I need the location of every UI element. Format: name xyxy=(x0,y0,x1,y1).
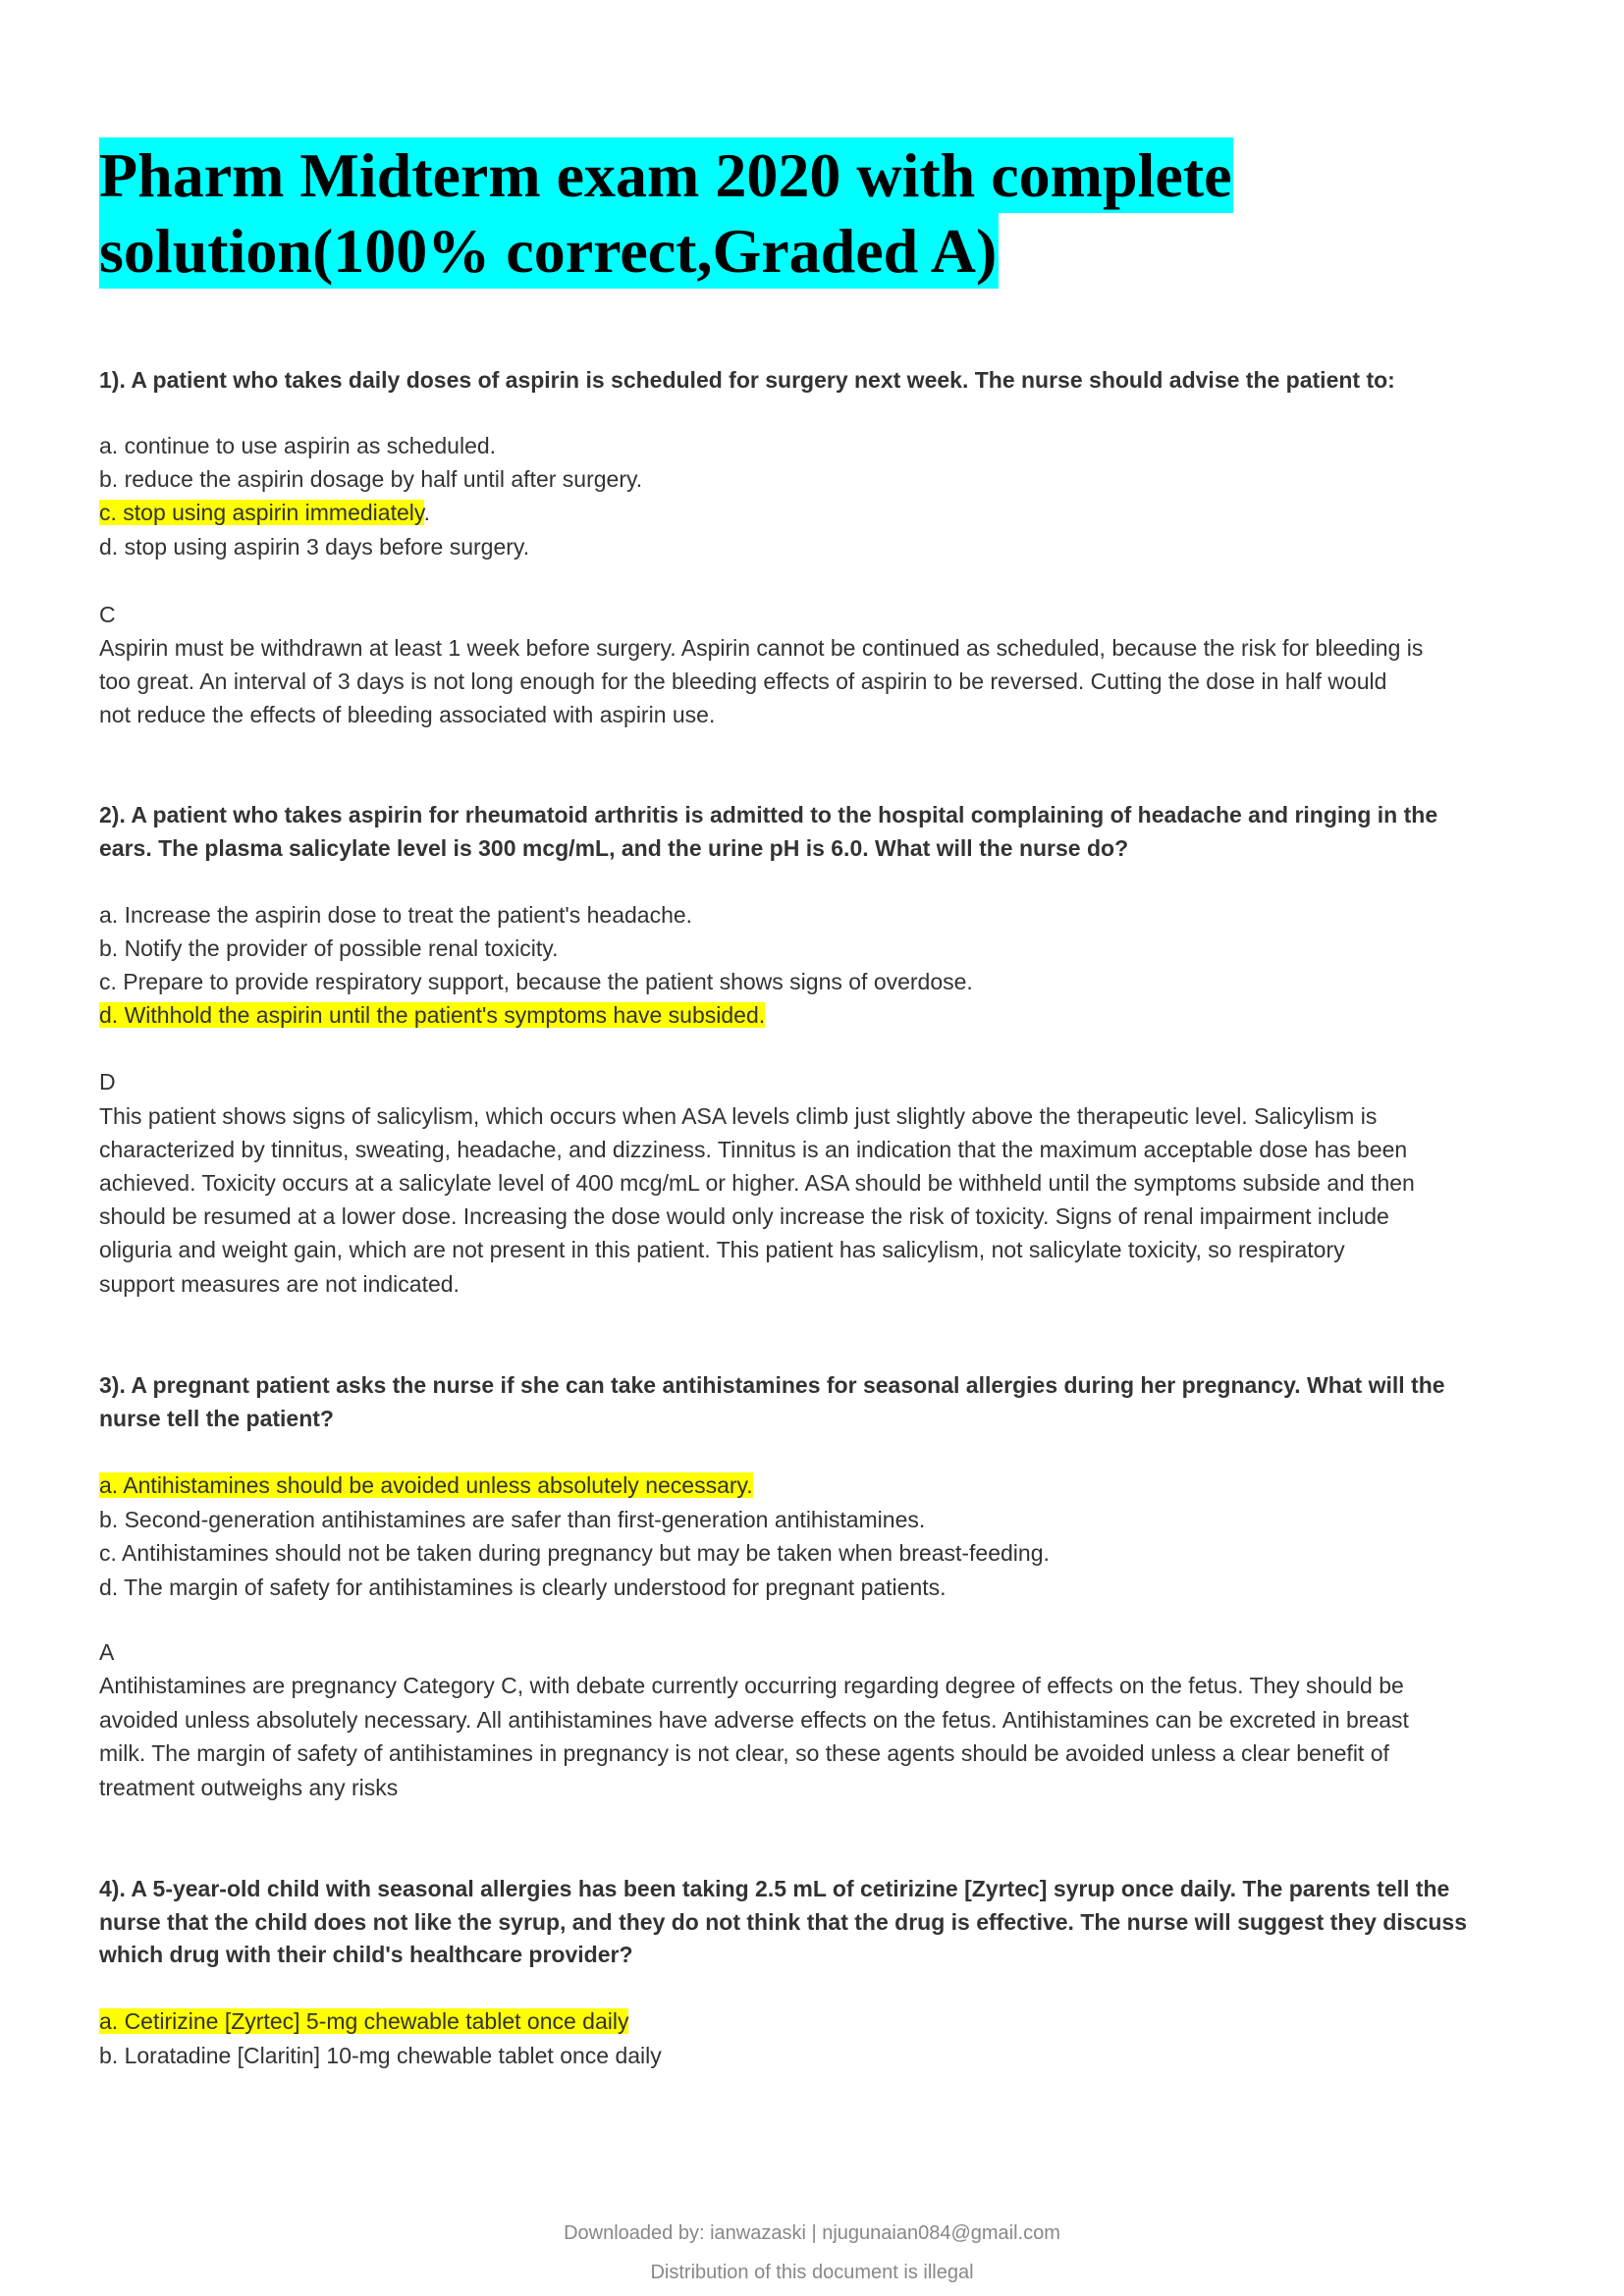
download-notice: Downloaded by: ianwazaski | njugunaian084@gmail.com xyxy=(564,2222,1060,2244)
q1-option-c xyxy=(99,496,430,529)
q4-option-a xyxy=(99,2004,628,2038)
q4-option-b: b. Loratadine [Claritin] 10-mg chewable tablet once daily xyxy=(99,2043,662,2068)
q2-option-c: c. Prepare to provide respiratory support, because the patient shows signs of overdose. xyxy=(99,969,973,994)
question-2: 2). A patient who takes aspirin for rheumatoid arthritis is admitted to the hospital complaining of headache and ringing in the xyxy=(99,802,1438,828)
document-title xyxy=(99,137,1233,289)
q2-option-d xyxy=(99,998,765,1032)
q2-answer: D xyxy=(99,1069,116,1095)
title-line-1: Pharm Midterm exam 2020 with complete xyxy=(99,137,1233,213)
q1-option-b: b. reduce the aspirin dosage by half until after surgery. xyxy=(99,466,643,492)
q3-option-a xyxy=(99,1468,753,1502)
question-3: nurse tell the patient? xyxy=(99,1406,334,1431)
q2-option-b: b. Notify the provider of possible renal toxicity. xyxy=(99,935,559,961)
q3-answer: A xyxy=(99,1639,115,1665)
q3-option-b: b. Second-generation antihistamines are safer than first-generation antihistamines. xyxy=(99,1507,926,1532)
q1-explanation: Aspirin must be withdrawn at least 1 week before surgery. Aspirin cannot be continued as scheduled, because the risk for bleeding is xyxy=(99,635,1424,661)
q2-explanation: achieved. Toxicity occurs at a salicylate level of 400 mcg/mL or higher. ASA should be withheld until the symptoms subside and then xyxy=(99,1170,1415,1196)
question-4: nurse that the child does not like the syrup, and they do not think that the drug is effective. The nurse will suggest they discuss xyxy=(99,1909,1467,1935)
q3-explanation: milk. The margin of safety of antihistamines in pregnancy is not clear, so these agents should be avoided unless a clear benefit of xyxy=(99,1740,1389,1766)
correct-answer-highlight: a. Antihistamines should be avoided unless absolutely necessary. xyxy=(99,1472,753,1498)
q3-option-d: d. The margin of safety for antihistamines is clearly understood for pregnant patients. xyxy=(99,1575,947,1600)
correct-answer-highlight: d. Withhold the aspirin until the patient's symptoms have subsided. xyxy=(99,1002,766,1028)
q2-explanation: This patient shows signs of salicylism, which occurs when ASA levels climb just slightly above the therapeutic level. Salicylism is xyxy=(99,1103,1378,1129)
correct-answer-highlight: a. Cetirizine [Zyrtec] 5-mg chewable tablet once daily xyxy=(99,2008,629,2034)
question-1: 1). A patient who takes daily doses of aspirin is scheduled for surgery next week. The nurse should advise the patient to: xyxy=(99,367,1395,393)
q2-explanation: support measures are not indicated. xyxy=(99,1271,460,1297)
question-2: ears. The plasma salicylate level is 300 mcg/mL, and the urine pH is 6.0. What will the nurse do? xyxy=(99,835,1129,861)
option-suffix: . xyxy=(423,500,431,525)
q2-explanation: oliguria and weight gain, which are not present in this patient. This patient has salicylism, not salicylate toxicity, so respiratory xyxy=(99,1237,1345,1262)
distribution-notice: Distribution of this document is illegal xyxy=(650,2262,974,2283)
correct-answer-highlight: c. stop using aspirin immediately xyxy=(99,500,424,525)
question-4: 4). A 5-year-old child with seasonal allergies has been taking 2.5 mL of cetirizine [Zyrtec] syrup once daily. The parents tell the xyxy=(99,1876,1450,1901)
q3-explanation: Antihistamines are pregnancy Category C, with debate currently occurring regarding degree of effects on the fetus. They should be xyxy=(99,1673,1404,1698)
q2-explanation: should be resumed at a lower dose. Increasing the dose would only increase the risk of toxicity. Signs of renal impairment include xyxy=(99,1203,1389,1229)
question-3: 3). A pregnant patient asks the nurse if she can take antihistamines for seasonal allergies during her pregnancy. What will the xyxy=(99,1372,1445,1398)
q1-explanation: not reduce the effects of bleeding associated with aspirin use. xyxy=(99,702,716,727)
q2-explanation: characterized by tinnitus, sweating, headache, and dizziness. Tinnitus is an indication that the maximum acceptable dose has been xyxy=(99,1137,1408,1162)
q2-option-a: a. Increase the aspirin dose to treat the patient's headache. xyxy=(99,902,693,928)
q1-option-a: a. continue to use aspirin as scheduled. xyxy=(99,433,497,458)
q1-option-d: d. stop using aspirin 3 days before surgery. xyxy=(99,534,530,560)
title-line-2: solution(100% correct,Graded A) xyxy=(99,213,999,289)
q1-answer: C xyxy=(99,602,116,627)
q3-option-c: c. Antihistamines should not be taken during pregnancy but may be taken when breast-feeding. xyxy=(99,1540,1050,1566)
q1-explanation: too great. An interval of 3 days is not long enough for the bleeding effects of aspirin to be reversed. Cutting the dose in half would xyxy=(99,668,1387,694)
q3-explanation: avoided unless absolutely necessary. All antihistamines have adverse effects on the fetus. Antihistamines can be excreted in breast xyxy=(99,1707,1409,1733)
q3-explanation: treatment outweighs any risks xyxy=(99,1775,399,1800)
question-4: which drug with their child's healthcare provider? xyxy=(99,1942,633,1967)
